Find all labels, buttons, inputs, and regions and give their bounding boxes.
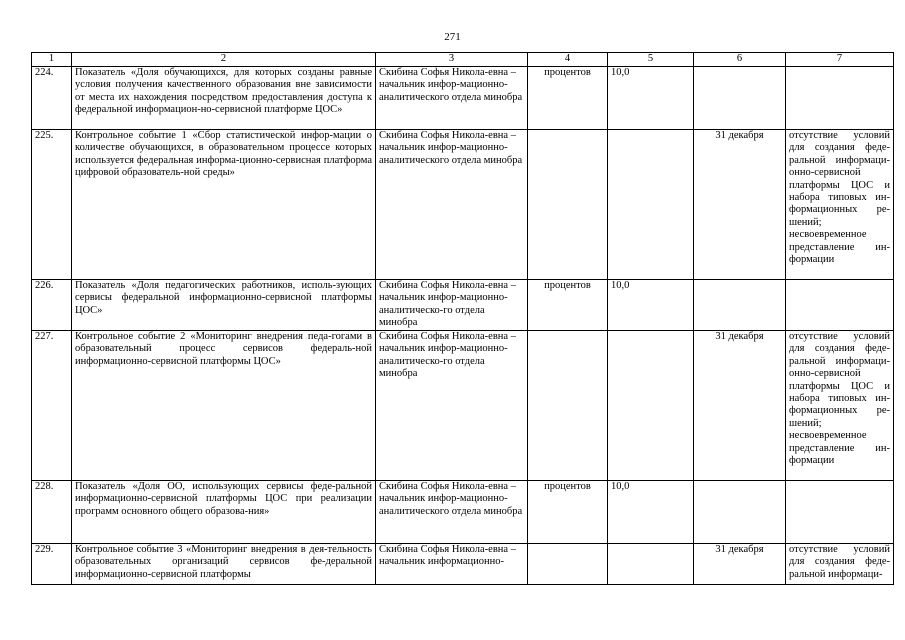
- row-risk: отсутствие условий для создания феде-ральной информаци-онно-сервисной платформы ЦОС и набора типовых ин-формационных ре-шений; несвоевременное представление ин-формации: [786, 331, 894, 481]
- table-row: [32, 130, 894, 280]
- row-responsible: Скибина Софья Никола-евна – начальник инфор-мационно-аналитического отдела минобра: [376, 67, 528, 130]
- column-header-4: 4: [528, 53, 608, 67]
- row-number: 226.: [32, 280, 72, 331]
- table-row: [32, 67, 894, 130]
- row-value: 10,0: [608, 280, 694, 331]
- row-number: 228.: [32, 481, 72, 544]
- column-header-1: 1: [32, 53, 72, 67]
- column-header-3: 3: [376, 53, 528, 67]
- row-risk: [786, 280, 894, 331]
- row-unit: процентов: [528, 67, 608, 130]
- table-row: [32, 481, 894, 544]
- row-value: [608, 544, 694, 585]
- row-name: Показатель «Доля ОО, использующих сервисы феде-ральной информационно-сервисной платформы ЦОС при реализации программ основного общего образова-ния»: [72, 481, 376, 544]
- row-name: Контрольное событие 2 «Мониторинг внедрения педа-гогами в образовательный процесс сервисов федераль-ной информационно-сервисной платформы ЦОС»: [72, 331, 376, 481]
- table-row: [32, 544, 894, 585]
- row-unit: [528, 130, 608, 280]
- row-unit: процентов: [528, 481, 608, 544]
- table-row: [32, 280, 894, 331]
- table-header: [32, 53, 894, 67]
- row-date: [694, 280, 786, 331]
- row-name: Контрольное событие 3 «Мониторинг внедрения в дея-тельность образовательных организаций сервисов фе-деральной информационно-сервисной платформы: [72, 544, 376, 585]
- row-risk: [786, 481, 894, 544]
- plan-table: [31, 52, 894, 585]
- row-name: Показатель «Доля обучающихся, для которых созданы равные условия получения качественного образования вне зависимости от места их нахождения посредством предоставления доступа к федеральной информацион-но-сервисной платформе ЦОС»: [72, 67, 376, 130]
- column-header-6: 6: [694, 53, 786, 67]
- row-risk: отсутствие условий для создания феде-ральной информаци-онно-сервисной платформы ЦОС и набора типовых ин-формационных ре-шений; несвоевременное представление ин-формации: [786, 130, 894, 280]
- row-date: 31 декабря: [694, 544, 786, 585]
- row-unit: [528, 331, 608, 481]
- row-risk: [786, 67, 894, 130]
- table-body: [32, 67, 894, 585]
- row-value: [608, 130, 694, 280]
- row-responsible: Скибина Софья Никола-евна – начальник инфор-мационно- аналитическо-го отдела минобра: [376, 331, 528, 481]
- row-number: 229.: [32, 544, 72, 585]
- header-row: [32, 53, 894, 67]
- row-number: 227.: [32, 331, 72, 481]
- row-responsible: Скибина Софья Никола-евна – начальник информационно-: [376, 544, 528, 585]
- row-unit: процентов: [528, 280, 608, 331]
- column-header-2: 2: [72, 53, 376, 67]
- table-row: [32, 331, 894, 481]
- row-number: 225.: [32, 130, 72, 280]
- row-value: 10,0: [608, 67, 694, 130]
- row-date: [694, 67, 786, 130]
- row-value: 10,0: [608, 481, 694, 544]
- row-date: [694, 481, 786, 544]
- row-value: [608, 331, 694, 481]
- row-unit: [528, 544, 608, 585]
- row-name: Показатель «Доля педагогических работников, исполь-зующих сервисы федеральной информационно-сервисной платформы ЦОС»: [72, 280, 376, 331]
- page-number: 271: [444, 31, 461, 43]
- row-number: 224.: [32, 67, 72, 130]
- row-responsible: Скибина Софья Никола-евна – начальник инфор-мационно-аналитического отдела минобра: [376, 130, 528, 280]
- row-risk: отсутствие условий для создания феде-ральной информаци-: [786, 544, 894, 585]
- row-date: 31 декабря: [694, 130, 786, 280]
- column-header-7: 7: [786, 53, 894, 67]
- row-responsible: Скибина Софья Никола-евна – начальник инфор-мационно- аналитическо-го отдела минобра: [376, 280, 528, 331]
- row-name: Контрольное событие 1 «Сбор статистической инфор-мации о количестве обучающихся, в образовательном процессе которых используется федеральная информа-ционно-сервисная платформа цифровой образователь-ной среды»: [72, 130, 376, 280]
- row-responsible: Скибина Софья Никола-евна – начальник инфор-мационно-аналитического отдела минобра: [376, 481, 528, 544]
- column-header-5: 5: [608, 53, 694, 67]
- row-date: 31 декабря: [694, 331, 786, 481]
